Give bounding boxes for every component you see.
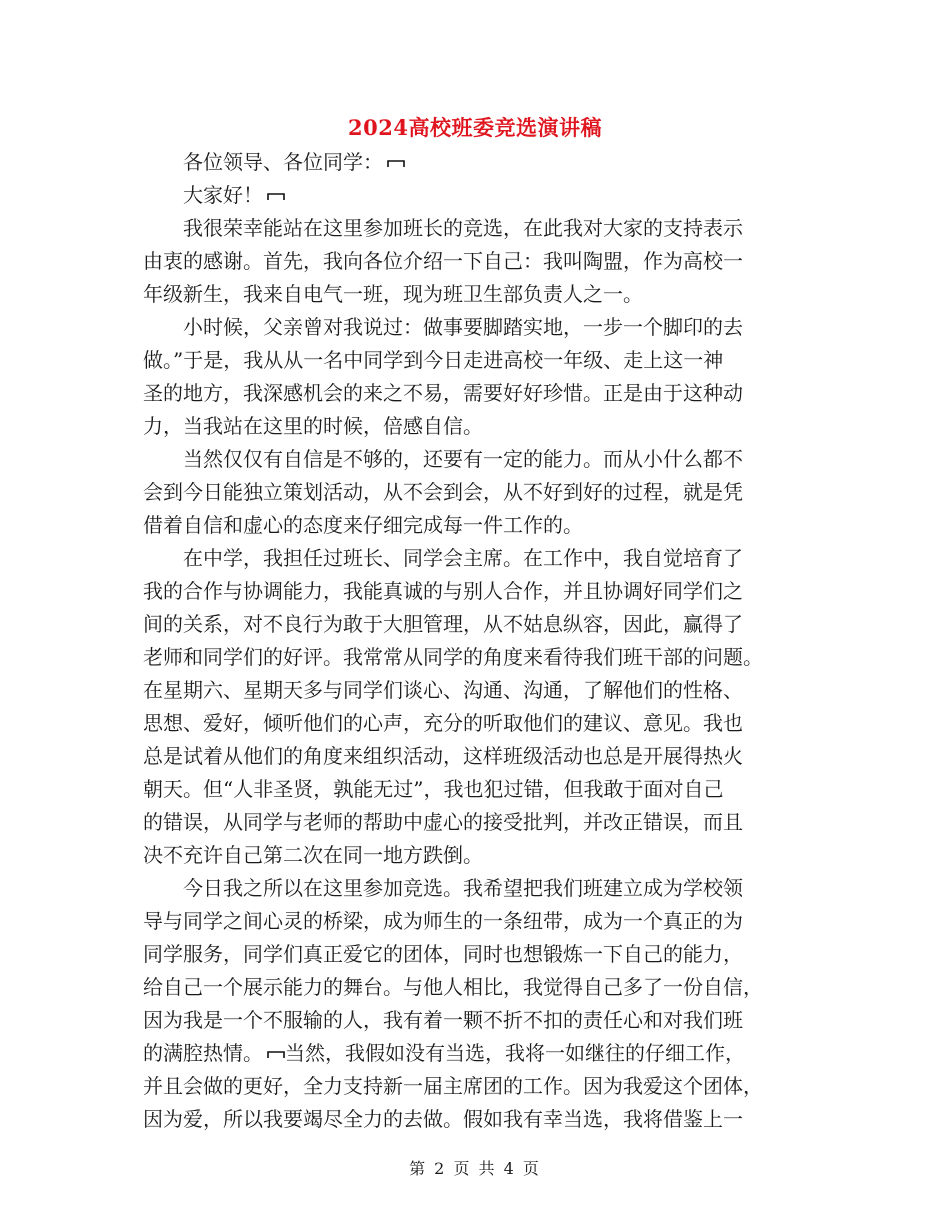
text-line: 的错误，从同学与老师的帮助中虚心的接受批判，并改正错误，而且: [143, 810, 743, 834]
paragraph-mark-icon: [387, 158, 405, 168]
text-line: 导与同学之间心灵的桥梁，成为师生的一条纽带，成为一个真正的为: [143, 909, 743, 933]
text-line: 间的关系，对不良行为敢于大胆管理，从不姑息纵容，因此，赢得了: [143, 612, 743, 636]
text-line: 在中学，我担任过班长、同学会主席。在工作中，我自觉培育了: [183, 546, 743, 570]
text-line: 小时候，父亲曾对我说过：做事要脚踏实地，一步一个脚印的去: [183, 315, 743, 339]
text-line: 力，当我站在这里的时候，倍感自信。: [143, 414, 483, 438]
text-line: 朝天。但“人非圣贤，孰能无过”，我也犯过错，但我敢于面对自己: [143, 777, 724, 801]
text-line: 各位领导、各位同学：: [143, 146, 803, 179]
text-line: 由衷的感谢。首先，我向各位介绍一下自己：我叫陶盟，作为高校一: [143, 249, 743, 273]
text-line: 决不充许自己第二次在同一地方跌倒。: [143, 843, 483, 867]
page-number-footer: 第 2 页 共 4 页: [409, 1159, 541, 1178]
document-body: [143, 146, 803, 1136]
paragraph-mark-icon: [267, 191, 285, 201]
text-line: 并且会做的更好，全力支持新一届主席团的工作。因为我爱这个团体，: [143, 1074, 763, 1098]
text-line: 总是试着从他们的角度来组织活动，这样班级活动也总是开展得热火: [143, 744, 743, 768]
text-line: 同学服务，同学们真正爱它的团体，同时也想锻炼一下自己的能力，: [143, 942, 743, 966]
text-line: 大家好！: [143, 179, 803, 212]
text-line: 给自己一个展示能力的舞台。与他人相比，我觉得自己多了一份自信，: [143, 975, 763, 999]
text-line: 年级新生，我来自电气一班，现为班卫生部负责人之一。: [143, 282, 643, 306]
paragraph-mark-icon: [267, 1049, 285, 1059]
text-line: 做。”于是，我从从一名中同学到今日走进高校一年级、走上这一神: [143, 348, 724, 372]
text-line: 会到今日能独立策划活动，从不会到会，从不好到好的过程，就是凭: [143, 480, 743, 504]
text-line: 今日我之所以在这里参加竞选。我希望把我们班建立成为学校领: [183, 876, 743, 900]
document-title: 2024高校班委竞选演讲稿: [348, 115, 602, 140]
text-line: 借着自信和虚心的态度来仔细完成每一件工作的。: [143, 513, 583, 537]
text-line: 我的合作与协调能力，我能真诚的与别人合作，并且协调好同学们之: [143, 579, 743, 603]
text-line: 老师和同学们的好评。我常常从同学的角度来看待我们班干部的问题。: [143, 645, 763, 669]
text-line: 我很荣幸能站在这里参加班长的竞选，在此我对大家的支持表示: [183, 216, 743, 240]
text-line: 的满腔热情。 当然，我假如没有当选，我将一如继往的仔细工作，: [143, 1041, 745, 1065]
text-line: 因为爱，所以我要竭尽全力的去做。假如我有幸当选，我将借鉴上一: [143, 1107, 743, 1131]
text-line: 思想、爱好，倾听他们的心声，充分的听取他们的建议、意见。我也: [143, 711, 743, 735]
text-line: 在星期六、星期天多与同学们谈心、沟通、沟通，了解他们的性格、: [143, 678, 743, 702]
text-line: 圣的地方，我深感机会的来之不易，需要好好珍惜。正是由于这种动: [143, 381, 743, 405]
text-line: 当然仅仅有自信是不够的，还要有一定的能力。而从小什么都不: [183, 447, 743, 471]
text-line: 因为我是一个不服输的人，我有着一颗不折不扣的责任心和对我们班: [143, 1008, 743, 1032]
